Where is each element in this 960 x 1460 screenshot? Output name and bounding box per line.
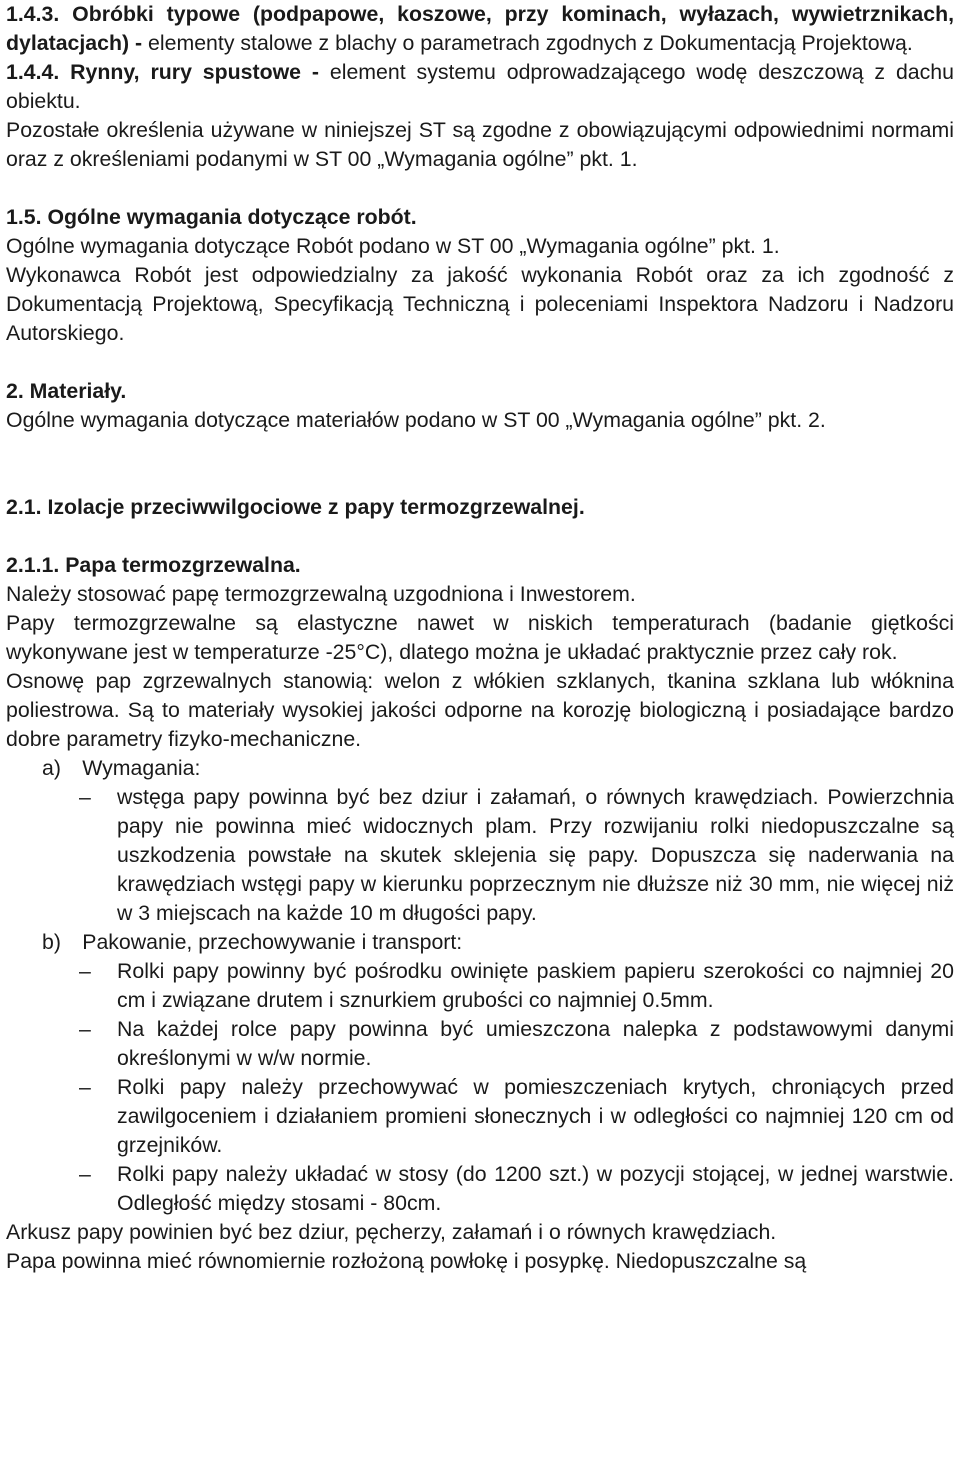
paragraph: Należy stosować papę termozgrzewalną uzgodniona i Inwestorem. <box>6 582 636 606</box>
list-item <box>6 1015 954 1073</box>
paragraph: Ogólne wymagania dotyczące materiałów podano w ST 00 „Wymagania ogólne” pkt. 2. <box>6 408 826 432</box>
paragraph: Papy termozgrzewalne są elastyczne nawet w niskich temperaturach (badanie giętkości wykonywane jest w temperaturze -25°C), dlatego można je układać praktycznie przez cały rok. <box>6 611 954 664</box>
list-item <box>6 957 954 1015</box>
section-text: element systemu odprowadzającego wodę deszczową z dachu obiektu. <box>6 60 954 113</box>
dash-bullet-icon: – <box>79 1017 91 1041</box>
section-2-1-1-heading: 2.1.1. Papa termozgrzewalna. <box>6 553 301 577</box>
list-item <box>6 1160 954 1218</box>
section-heading: 1.4.4. Rynny, rury spustowe - <box>6 60 319 84</box>
list-item-text: wstęga papy powinna być bez dziur i załamań, o równych krawędziach. Powierzchnia papy nie powinna mieć widocznych plam. Przy rozwijaniu rolki niedopuszczalne są uszkodzenia powstałe na skutek sklejenia się papy. Dopuszcza się naderwania na krawędziach wstęgi papy w kierunku poprzecznym nie dłuższe niż 30 mm, nie więcej niż w 3 miejscach na każde 10 m długości papy. <box>117 785 954 925</box>
section-heading: 1.4.3. Obróbki typowe (podpapowe, koszowe, przy kominach, wyłazach, wywietrznikach, dylatacjach) - <box>6 2 954 55</box>
section-1-5-heading: 1.5. Ogólne wymagania dotyczące robót. <box>6 205 417 229</box>
list-item <box>6 1073 954 1160</box>
section-text: elementy stalowe z blachy o parametrach zgodnych z Dokumentacją Projektową. <box>148 31 913 55</box>
packing-list <box>6 957 954 1218</box>
paragraph: Osnowę pap zgrzewalnych stanowią: welon z włókien szklanych, tkanina szklana lub włóknina poliestrowa. Są to materiały wysokiej jakości odporne na korozję biologiczną i posiadające bardzo dobre parametry fizyko-mechaniczne. <box>6 669 954 751</box>
paragraph: Ogólne wymagania dotyczące Robót podano w ST 00 „Wymagania ogólne” pkt. 1. <box>6 234 780 258</box>
list-item-text: Rolki papy powinny być pośrodku owinięte paskiem papieru szerokości co najmniej 20 cm i związane drutem i sznurkiem grubości co najmniej 0.5mm. <box>117 959 954 1012</box>
list-item-text: Na każdej rolce papy powinna być umieszczona nalepka z podstawowymi danymi określonymi w w/w normie. <box>117 1017 954 1070</box>
section-2-1-heading: 2.1. Izolacje przeciwwilgociowe z papy termozgrzewalnej. <box>6 495 585 519</box>
section-2-heading: 2. Materiały. <box>6 379 127 403</box>
list-item-text: Rolki papy należy układać w stosy (do 1200 szt.) w pozycji stojącej, w jednej warstwie. Odległość między stosami - 80cm. <box>117 1162 954 1215</box>
paragraph: Papa powinna mieć równomiernie rozłożoną powłokę i posypkę. Niedopuszczalne są <box>6 1249 807 1273</box>
requirements-heading: a) Wymagania: <box>42 756 201 780</box>
dash-bullet-icon: – <box>79 1075 91 1099</box>
section-1-4-4 <box>6 58 954 116</box>
list-item <box>6 783 954 928</box>
section-1-4-3 <box>6 0 954 58</box>
list-item-text: Rolki papy należy przechowywać w pomieszczeniach krytych, chroniących przed zawilgoceniem i działaniem promieni słonecznych i w odległości co najmniej 120 cm od grzejników. <box>117 1075 954 1157</box>
dash-bullet-icon: – <box>79 959 91 983</box>
other-definitions: Pozostałe określenia używane w niniejszej ST są zgodne z obowiązującymi odpowiednimi normami oraz z określeniami podanymi w ST 00 „Wymagania ogólne” pkt. 1. <box>6 118 954 171</box>
dash-bullet-icon: – <box>79 1162 91 1186</box>
dash-bullet-icon: – <box>79 785 91 809</box>
packing-heading: b) Pakowanie, przechowywanie i transport: <box>42 930 463 954</box>
paragraph: Wykonawca Robót jest odpowiedzialny za jakość wykonania Robót oraz za ich zgodność z Dokumentacją Projektową, Specyfikacją Techniczną i poleceniami Inspektora Nadzoru i Nadzoru Autorskiego. <box>6 263 954 345</box>
requirements-list <box>6 783 954 928</box>
paragraph: Arkusz papy powinien być bez dziur, pęcherzy, załamań i o równych krawędziach. <box>6 1220 777 1244</box>
